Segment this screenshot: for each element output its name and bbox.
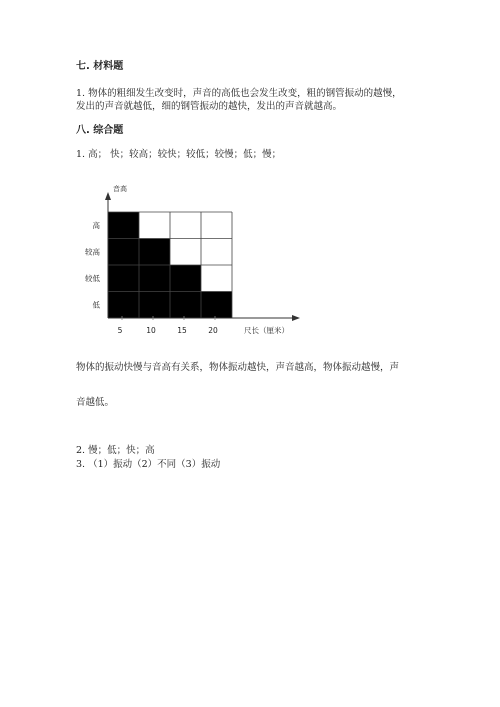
y-axis-arrow <box>105 192 111 200</box>
x-axis-arrow <box>292 315 300 321</box>
x-tick-label: 20 <box>208 326 218 335</box>
question3-answer: 3. （1）振动（2）不同（3）振动 <box>76 459 221 470</box>
y-axis-label: 音高 <box>113 185 127 193</box>
y-tick-label: 较高 <box>85 247 100 257</box>
conclusion-line1: 物体的振动快慢与音高有关系，物体振动越快，声音越高，物体振动越慢，声 <box>76 362 400 373</box>
x-axis-label: 尺长（厘米） <box>244 326 289 335</box>
y-tick-label: 低 <box>92 300 100 310</box>
section7-answer-line1: 1. 物体的粗细发生改变时，声音的高低也会发生改变，粗的钢管振动的越慢， <box>76 88 402 99</box>
x-tick-label: 10 <box>146 326 156 335</box>
bar-10 <box>139 239 170 319</box>
y-tick-label: 较低 <box>85 273 100 283</box>
section8-heading: 八. 综合题 <box>76 125 124 136</box>
question2-answer: 2. 慢；低；快；高 <box>76 445 155 456</box>
bar-20 <box>201 292 232 319</box>
section7-heading: 七. 材料题 <box>76 61 124 72</box>
y-tick-label: 高 <box>92 220 100 230</box>
question1-answer: 1. 高； 快；较高；较快；较低；较慢；低；慢； <box>76 149 282 160</box>
x-tick-label: 15 <box>177 326 187 335</box>
conclusion-line2: 音越低。 <box>76 397 115 408</box>
section7-answer-line2: 发出的声音就越低，细的钢管振动的越快，发出的声音就越高。 <box>76 101 343 112</box>
x-tick-label: 5 <box>117 326 123 335</box>
